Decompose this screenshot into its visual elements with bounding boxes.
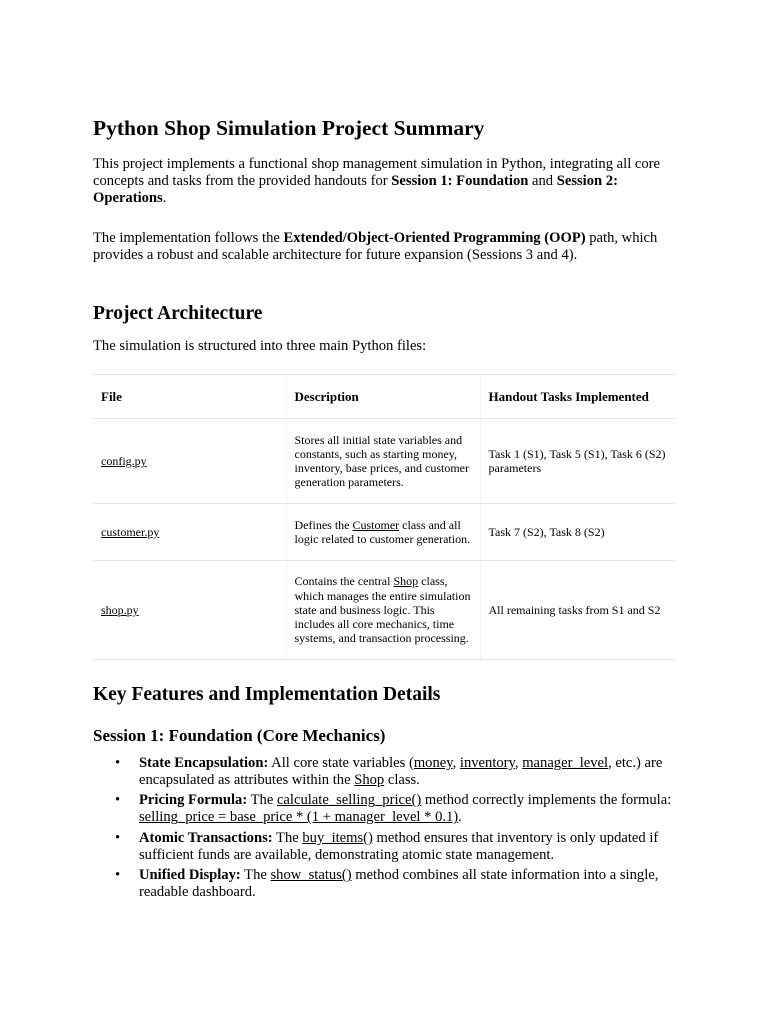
item-text: class.: [384, 772, 420, 788]
code-link[interactable]: show_status(): [270, 867, 352, 884]
bullet-icon: •: [115, 867, 121, 884]
description-text: Defines the: [294, 517, 353, 532]
code-link[interactable]: manager_level: [522, 755, 609, 771]
file-cell: [93, 561, 286, 660]
item-text: The: [272, 829, 303, 846]
bullet-icon: •: [115, 792, 121, 809]
table-row: [93, 504, 675, 561]
intro-paragraph: [93, 156, 675, 207]
oop-text: path, which provides a robust and scalable architecture for future expansion (Sessions 3 and 4).: [93, 230, 658, 263]
code-link[interactable]: selling_price = base_price * (1 + manager_level * 0.1): [139, 809, 459, 826]
item-text: method correctly implements the formula:: [421, 792, 672, 809]
item-text: The: [247, 792, 277, 809]
item-text: method combines all state information into a single, readable dashboard.: [139, 867, 659, 901]
intro-session1: Session 1: Foundation: [391, 173, 529, 189]
bullet-icon: •: [115, 755, 121, 771]
customer-class-link[interactable]: Customer: [352, 517, 400, 532]
architecture-heading: Project Architecture: [93, 303, 263, 324]
oop-text: The implementation follows the: [93, 230, 284, 246]
item-text: ,: [452, 755, 460, 771]
item-label: State Encapsulation:: [139, 755, 269, 771]
features-list: [93, 755, 675, 905]
item-label: Atomic Transactions:: [139, 829, 273, 846]
item-text: ,: [514, 755, 523, 771]
file-link-shop[interactable]: shop.py: [101, 602, 139, 617]
oop-bold: Extended/Object-Oriented Programming (OOP): [283, 230, 586, 246]
description-cell: Stores all initial state variables and constants, such as starting money, inventory, base prices, and customer generation parameters.: [286, 419, 480, 504]
tasks-cell: Task 1 (S1), Task 5 (S1), Task 6 (S2) parameters: [480, 419, 675, 504]
code-link[interactable]: money: [413, 755, 453, 771]
item-text: method ensures that inventory is only updated if sufficient funds are available, demonstrating atomic state management.: [139, 829, 659, 863]
list-item: [93, 792, 675, 826]
architecture-table: [93, 374, 675, 660]
code-link[interactable]: Shop: [354, 772, 385, 788]
intro-text: .: [162, 190, 167, 206]
shop-class-link[interactable]: Shop: [393, 574, 419, 589]
oop-paragraph: [93, 230, 675, 264]
table-row: [93, 561, 675, 660]
page-title: Python Shop Simulation Project Summary: [93, 116, 485, 140]
table-header-row: [93, 375, 675, 419]
tasks-cell: Task 7 (S2), Task 8 (S2): [480, 504, 675, 561]
file-link-customer[interactable]: customer.py: [101, 524, 160, 539]
session1-heading: Session 1: Foundation (Core Mechanics): [93, 726, 386, 745]
file-cell: [93, 504, 286, 561]
description-cell: [286, 504, 480, 561]
description-cell: [286, 561, 480, 660]
list-item: [93, 867, 675, 901]
description-text: Contains the central: [294, 574, 394, 589]
list-item: [93, 830, 675, 864]
intro-text: and: [528, 173, 557, 189]
features-heading: Key Features and Implementation Details: [93, 684, 441, 705]
table-row: [93, 419, 675, 504]
bullet-icon: •: [115, 829, 121, 846]
intro-text: This project implements a functional shop management simulation in Python, integrating all core concepts and tasks from the provided handouts for: [93, 156, 661, 189]
item-text: , etc.) are encapsulated as attributes within the: [139, 755, 663, 788]
item-text: The: [240, 867, 271, 884]
column-header-file: File: [93, 375, 286, 419]
tasks-cell: All remaining tasks from S1 and S2: [480, 561, 675, 660]
item-text: .: [458, 809, 462, 826]
item-text: All core state variables (: [268, 755, 414, 771]
file-link-config[interactable]: config.py: [101, 453, 147, 468]
code-link[interactable]: calculate_selling_price(): [276, 792, 422, 809]
description-text: class and all logic related to customer generation.: [294, 517, 471, 546]
column-header-tasks: Handout Tasks Implemented: [480, 375, 675, 419]
item-label: Unified Display:: [139, 867, 241, 884]
architecture-text: The simulation is structured into three main Python files:: [93, 338, 427, 354]
item-label: Pricing Formula:: [139, 792, 248, 809]
code-link[interactable]: inventory: [459, 755, 515, 771]
list-item: [93, 755, 675, 789]
file-cell: [93, 419, 286, 504]
column-header-description: Description: [286, 375, 480, 419]
description-text: class, which manages the entire simulation state and business logic. This includes all core mechanics, time systems, and transaction processing.: [294, 574, 471, 646]
intro-session2: Session 2: Operations: [93, 173, 618, 206]
code-link[interactable]: buy_items(): [302, 829, 373, 846]
